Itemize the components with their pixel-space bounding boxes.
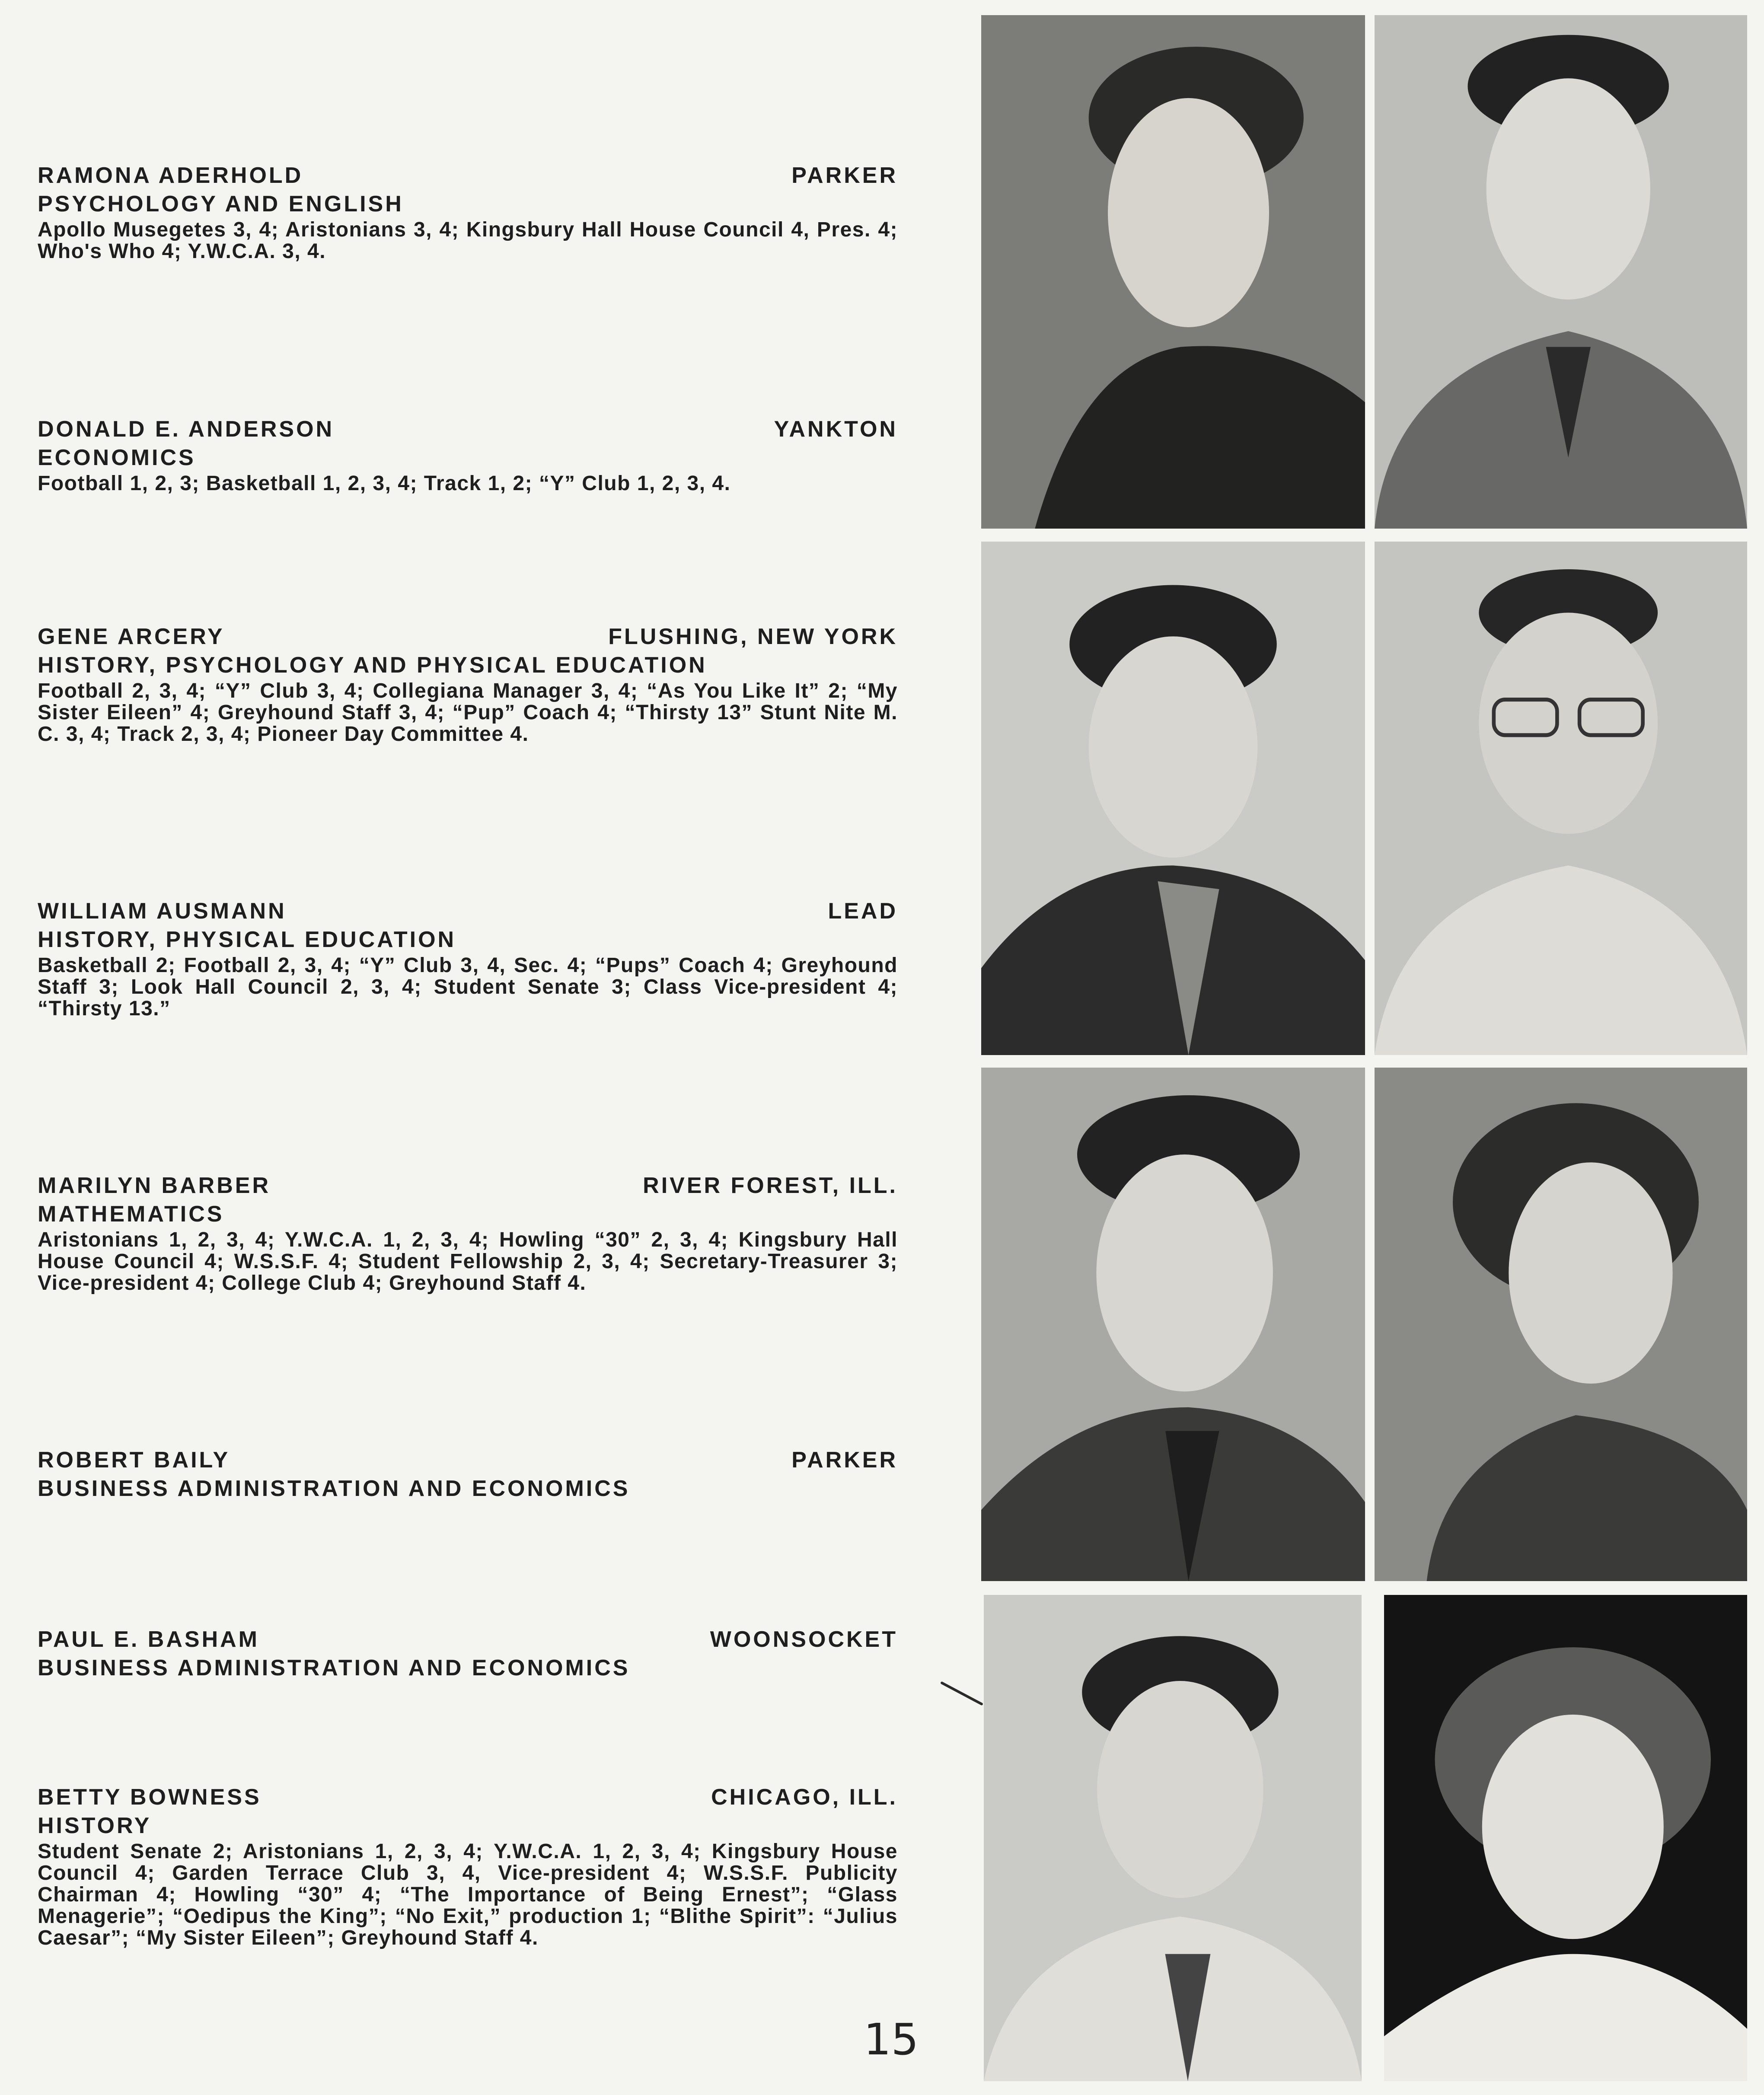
hometown: WOONSOCKET [710,1627,898,1652]
portrait-photo [1375,542,1747,1055]
senior-entry [38,622,898,745]
senior-entry [38,897,898,1020]
hometown: PARKER [791,1448,898,1473]
portrait-photo [1384,1595,1747,2081]
student-name: WILLIAM AUSMANN [38,899,287,924]
hometown: CHICAGO, ILL. [711,1785,898,1810]
major: HISTORY, PSYCHOLOGY AND PHYSICAL EDUCATION [38,653,707,678]
student-name: MARILYN BARBER [38,1173,271,1198]
major: HISTORY [38,1813,152,1838]
student-name: ROBERT BAILY [38,1448,230,1473]
portrait-photo [1375,1068,1747,1581]
senior-entry [38,1625,898,1682]
hometown: RIVER FOREST, ILL. [643,1173,898,1198]
major: BUSINESS ADMINISTRATION AND ECONOMICS [38,1655,630,1680]
major: BUSINESS ADMINISTRATION AND ECONOMICS [38,1476,630,1501]
student-name: BETTY BOWNESS [38,1785,262,1810]
stray-mark [940,1681,983,1706]
senior-entry [38,415,898,494]
hometown: YANKTON [774,417,898,442]
student-name: DONALD E. ANDERSON [38,417,335,442]
activities: Student Senate 2; Aristonians 1, 2, 3, 4; Y.W.C.A. 1, 2, 3, 4; Kingsbury House Council 4; Garden Terrace Club 3, 4, Vice-president 4; W.S.S.F. Publicity Chairman 4; Howling “30” 4; “The Importance of Being Ernest”; “Glass Menagerie”; “Oedipus the King”; “No Exit,” production 1; “Blithe Spirit”: “Julius Caesar”; “My Sister Eileen”; Greyhound Staff 4. [38,1840,898,1949]
portrait-photo [984,1595,1362,2081]
senior-entry [38,1783,898,1949]
activities: Basketball 2; Football 2, 3, 4; “Y” Club 3, 4, Sec. 4; “Pups” Coach 4; Greyhound Staff 3; Look Hall Council 2, 3, 4; Student Senate 3; Class Vice-president 4; “Thirsty 13.” [38,954,898,1020]
portrait-photo [981,1068,1365,1581]
major: ECONOMICS [38,445,196,470]
page-number: 15 [864,2014,919,2065]
major: PSYCHOLOGY AND ENGLISH [38,191,404,217]
portrait-photo [981,542,1365,1055]
senior-entry [38,1446,898,1503]
hometown: PARKER [791,163,898,188]
student-name: PAUL E. BASHAM [38,1627,259,1652]
student-name: GENE ARCERY [38,624,225,649]
senior-entry [38,161,898,262]
activities: Aristonians 1, 2, 3, 4; Y.W.C.A. 1, 2, 3, 4; Howling “30” 2, 3, 4; Kingsbury Hall House Council 4; W.S.S.F. 4; Student Fellowship 2, 3, 4; Secretary-Treasurer 3; Vice-president 4; College Club 4; Greyhound Staff 4. [38,1228,898,1295]
senior-entry [38,1171,898,1294]
activities: Football 1, 2, 3; Basketball 1, 2, 3, 4; Track 1, 2; “Y” Club 1, 2, 3, 4. [38,472,731,495]
portrait-photo [981,15,1365,529]
hometown: LEAD [828,899,898,924]
activities: Apollo Musegetes 3, 4; Aristonians 3, 4; Kingsbury Hall House Council 4, Pres. 4; Who's Who 4; Y.W.C.A. 3, 4. [38,218,898,263]
portrait-photo [1375,15,1747,529]
major: MATHEMATICS [38,1202,224,1227]
major: HISTORY, PHYSICAL EDUCATION [38,927,456,952]
hometown: FLUSHING, NEW YORK [608,624,898,649]
activities: Football 2, 3, 4; “Y” Club 3, 4; Collegiana Manager 3, 4; “As You Like It” 2; “My Sister Eileen” 4; Greyhound Staff 3, 4; “Pup” Coach 4; “Thirsty 13” Stunt Nite M. C. 3, 4; Track 2, 3, 4; Pioneer Day Committee 4. [38,679,898,746]
student-name: RAMONA ADERHOLD [38,163,303,188]
